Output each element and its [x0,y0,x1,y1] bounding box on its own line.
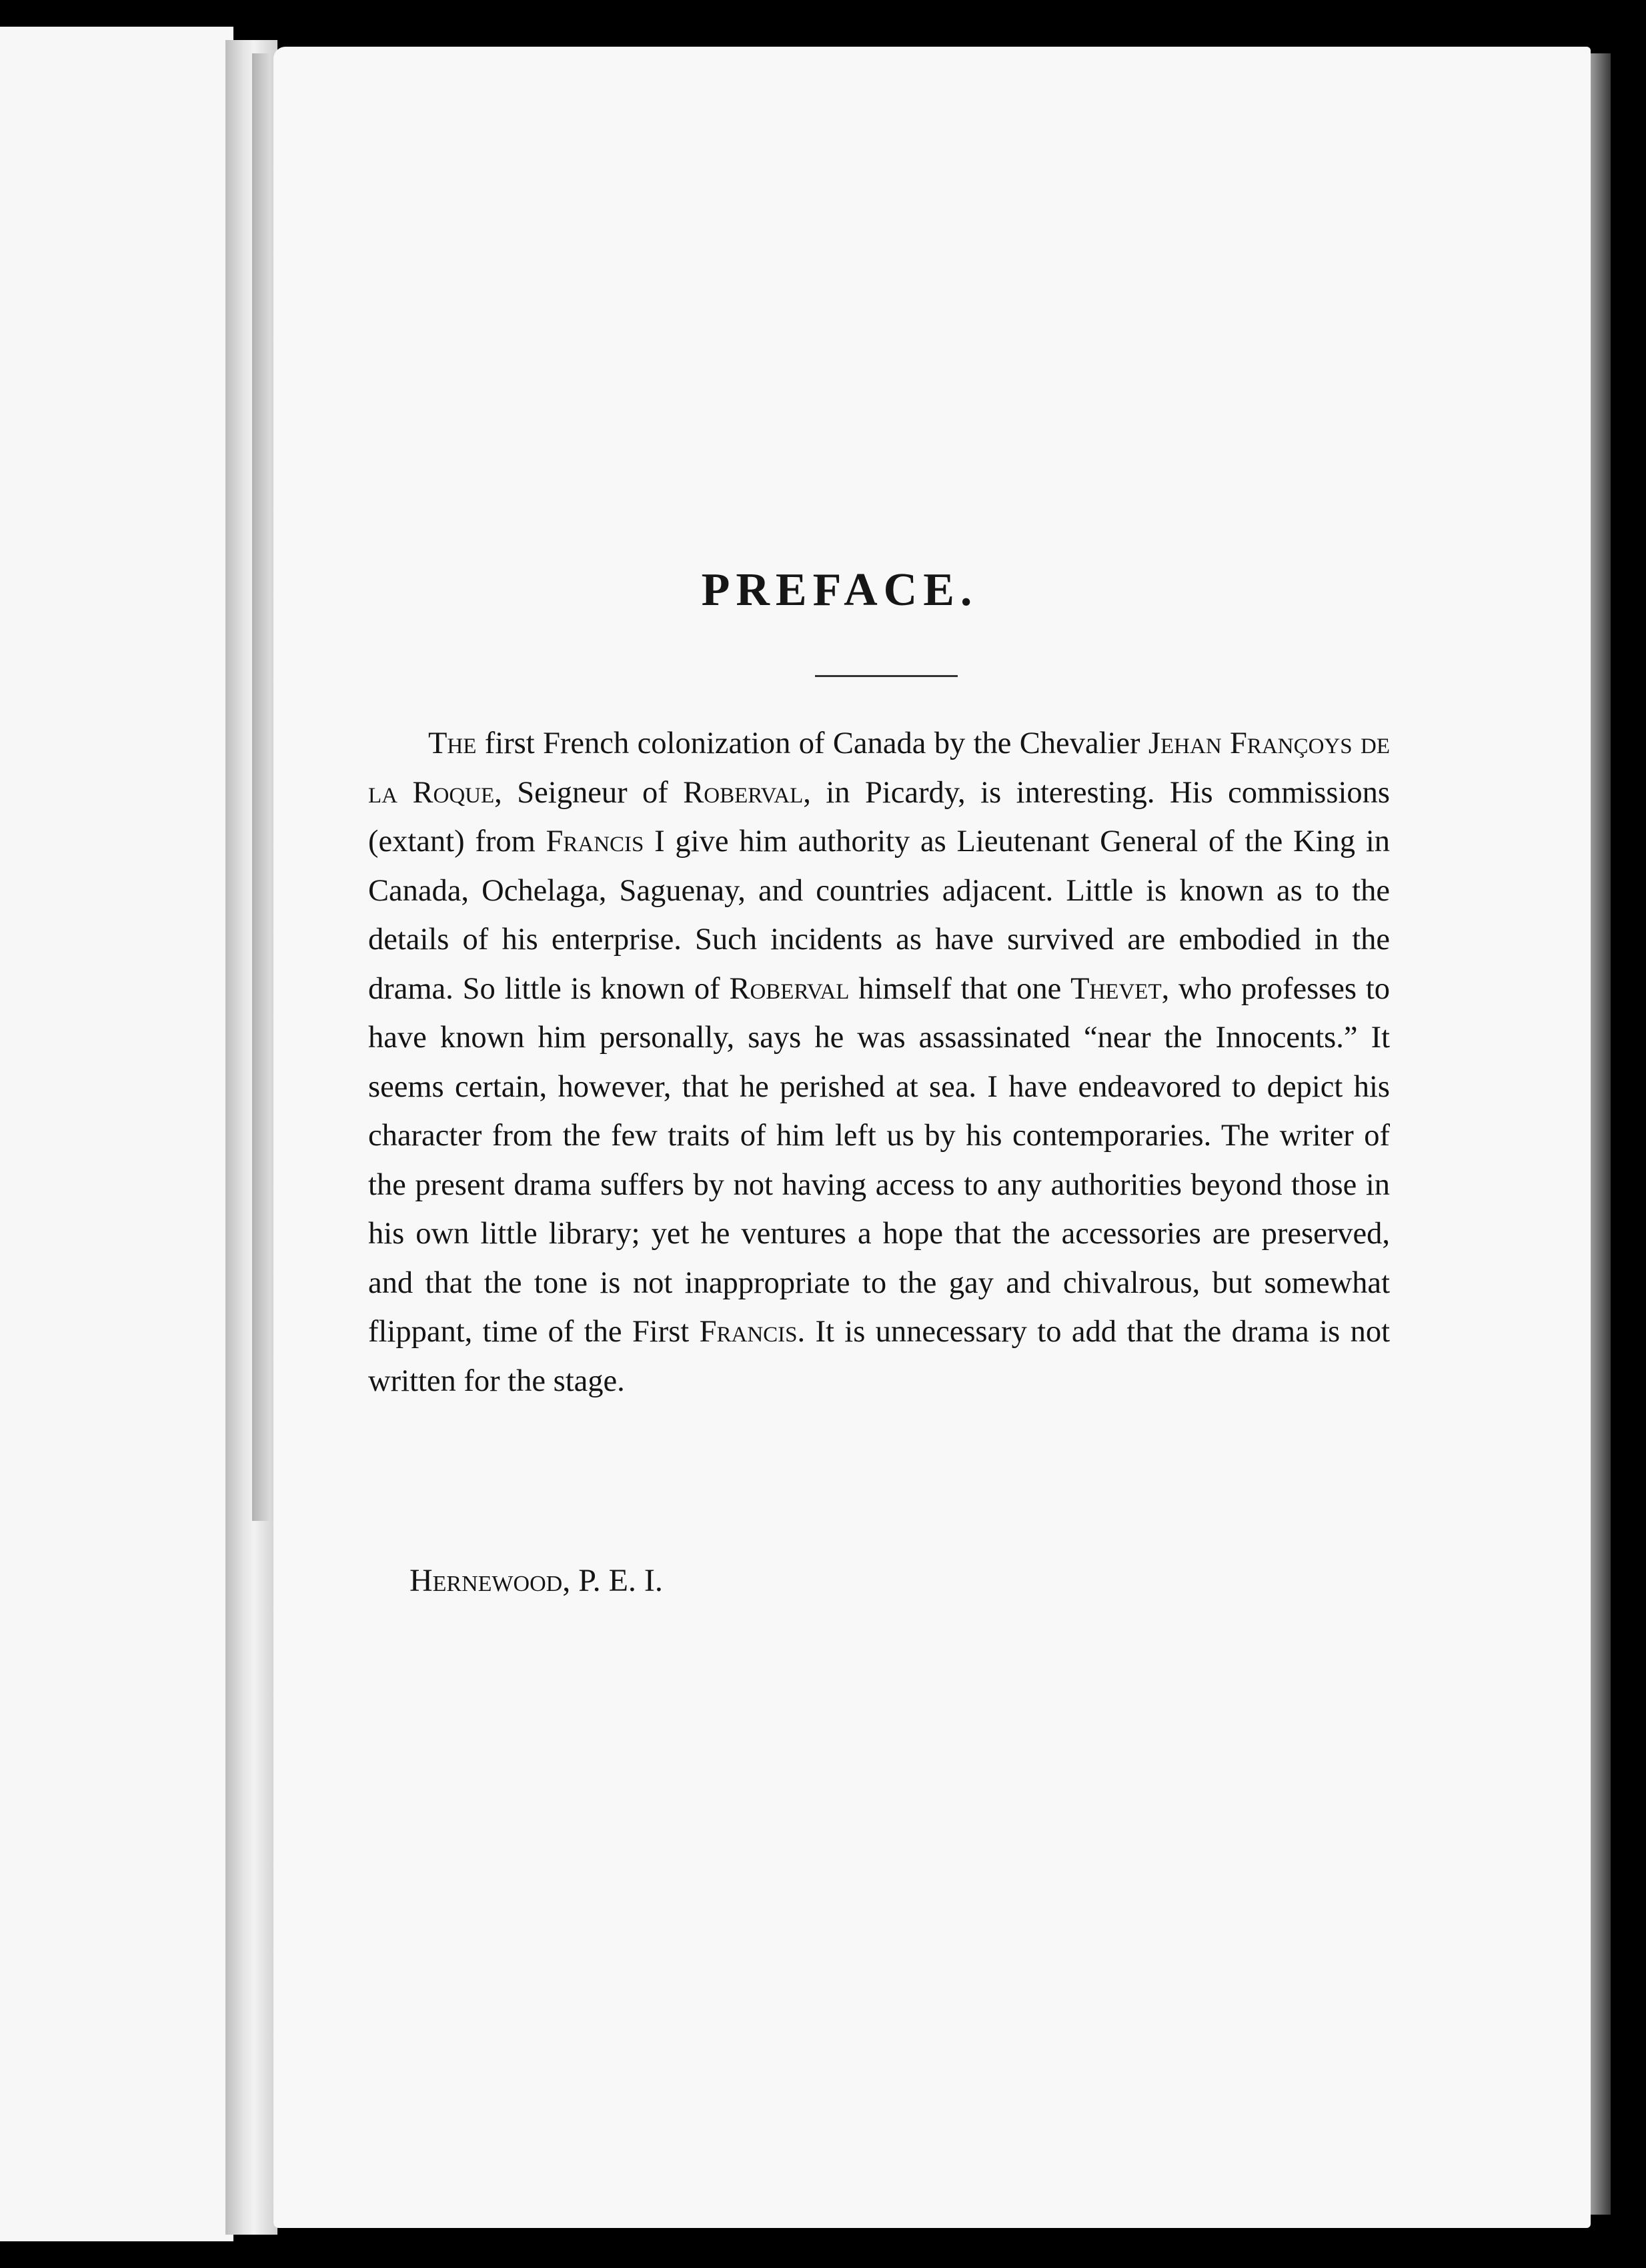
signature [409,1562,663,1599]
preface-paragraph [368,719,1390,1405]
small-caps-run: Roberval [683,775,804,810]
text-run: , Seigneur of [494,775,684,810]
book-gutter [225,40,277,2235]
text-run: . It is unnecessary to add that the drama is not written for the stage. [368,1315,1390,1398]
text-run: I give him authority as Lieutenant General of the King in Canada, Ochelaga, Saguenay, and countries adjacent. Little is known as to the details of his enterprise. Such incidents as have survived are embodied in the drama. So little is known of [368,824,1390,1006]
small-caps-run: Thevet [1070,971,1162,1006]
text-run: first French colonization of Canada by the Chevalier [476,726,1148,760]
left-page [0,27,233,2241]
small-caps-run: Francis [699,1315,798,1349]
gutter-shadow [252,53,269,1521]
page-edge [1591,53,1611,2215]
text-run: , in Picardy, is interesting. His commissions (extant) from [368,775,1390,859]
signature-rest: , P. E. I. [562,1563,663,1598]
title-rule [815,675,958,677]
small-caps-run: Francis [546,824,644,859]
small-caps-run: Jehan Françoys de la Roque [368,726,1390,810]
signature-place: Hernewood [409,1563,563,1598]
text-run: , who professes to have known him personally, says he was assassinated “near the Innocents.” It seems certain, however, that he perished at sea. I have endeavored to depict his character from the few traits of him left us by his contemporaries. The writer of the present drama suffers by not having access to any authorities beyond those in his own little library; yet he ventures a hope that the accessories are preserved, and that the tone is not inappropriate to the gay and chivalrous, but somewhat flippant, time of the First [368,971,1391,1349]
text-run: himself that one [849,971,1071,1006]
page-title: PREFACE. [701,564,978,616]
small-caps-run: The [428,726,477,760]
small-caps-run: Roberval [729,971,850,1006]
